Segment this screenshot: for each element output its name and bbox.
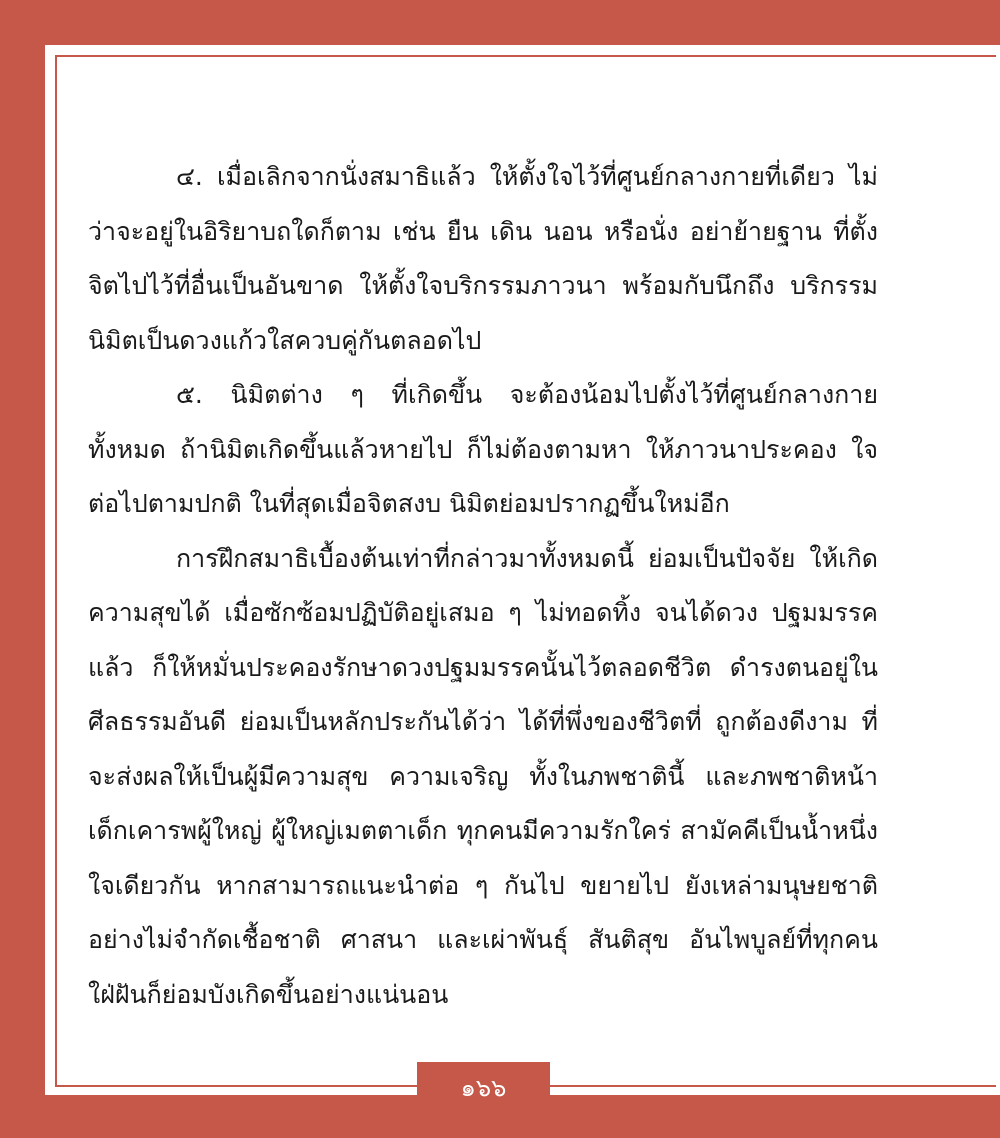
paragraph-5: ๕. นิมิตต่าง ๆ ที่เกิดขึ้น จะต้องน้อมไปตั้งไว้ที่ศูนย์กลางกาย ทั้งหมด ถ้านิมิตเกิดขึ้นแล้วหายไป ก็ไม่ต้องตามหา ให้ภาวนาประคอง ใจต่อไปตามปกติ ในที่สุดเมื่อจิตสงบ นิมิตย่อมปรากฏขึ้นใหม่อีก [88,380,878,518]
paragraph-4: ๔. เมื่อเลิกจากนั่งสมาธิแล้ว ให้ตั้งใจไว้ที่ศูนย์กลางกายที่เดียว ไม่ว่าจะอยู่ในอิริยาบถใดก็ตาม เช่น ยืน เดิน นอน หรือนั่ง อย่าย้ายฐาน ที่ตั้งจิตไปไว้ที่อื่นเป็นอันขาด ให้ตั้งใจบริกรรมภาวนา พร้อมกับนึกถึง บริกรรมนิมิตเป็นดวงแก้วใสควบคู่กันตลอดไป [88,162,878,355]
page-number: ๑๖๖ [460,1074,507,1102]
body-text [88,150,878,1022]
paragraph-summary: การฝึกสมาธิเบื้องต้นเท่าที่กล่าวมาทั้งหมดนี้ ย่อมเป็นปัจจัย ให้เกิดความสุขได้ เมื่อซักซ้อมปฏิบัติอยู่เสมอ ๆ ไม่ทอดทิ้ง จนได้ดวง ปฐมมรรคแล้ว ก็ให้หมั่นประคองรักษาดวงปฐมมรรคนั้นไว้ตลอดชีวิต ดำรงตนอยู่ในศีลธรรมอันดี ย่อมเป็นหลักประกันได้ว่า ได้ที่พึ่งของชีวิตที่ ถูกต้องดีงาม ที่จะส่งผลให้เป็นผู้มีความสุข ความเจริญ ทั้งในภพชาตินี้ และภพชาติหน้า เด็กเคารพผู้ใหญ่ ผู้ใหญ่เมตตาเด็ก ทุกคนมีความรักใคร่ สามัคคีเป็นน้ำหนึ่งใจเดียวกัน หากสามารถแนะนำต่อ ๆ กันไป ขยายไป ยังเหล่ามนุษยชาติอย่างไม่จำกัดเชื้อชาติ ศาสนา และเผ่าพันธุ์ สันติสุข อันไพบูลย์ที่ทุกคนใฝ่ฝันก็ย่อมบังเกิดขึ้นอย่างแน่นอน [88,543,878,1009]
page-number-tab [417,1062,550,1138]
